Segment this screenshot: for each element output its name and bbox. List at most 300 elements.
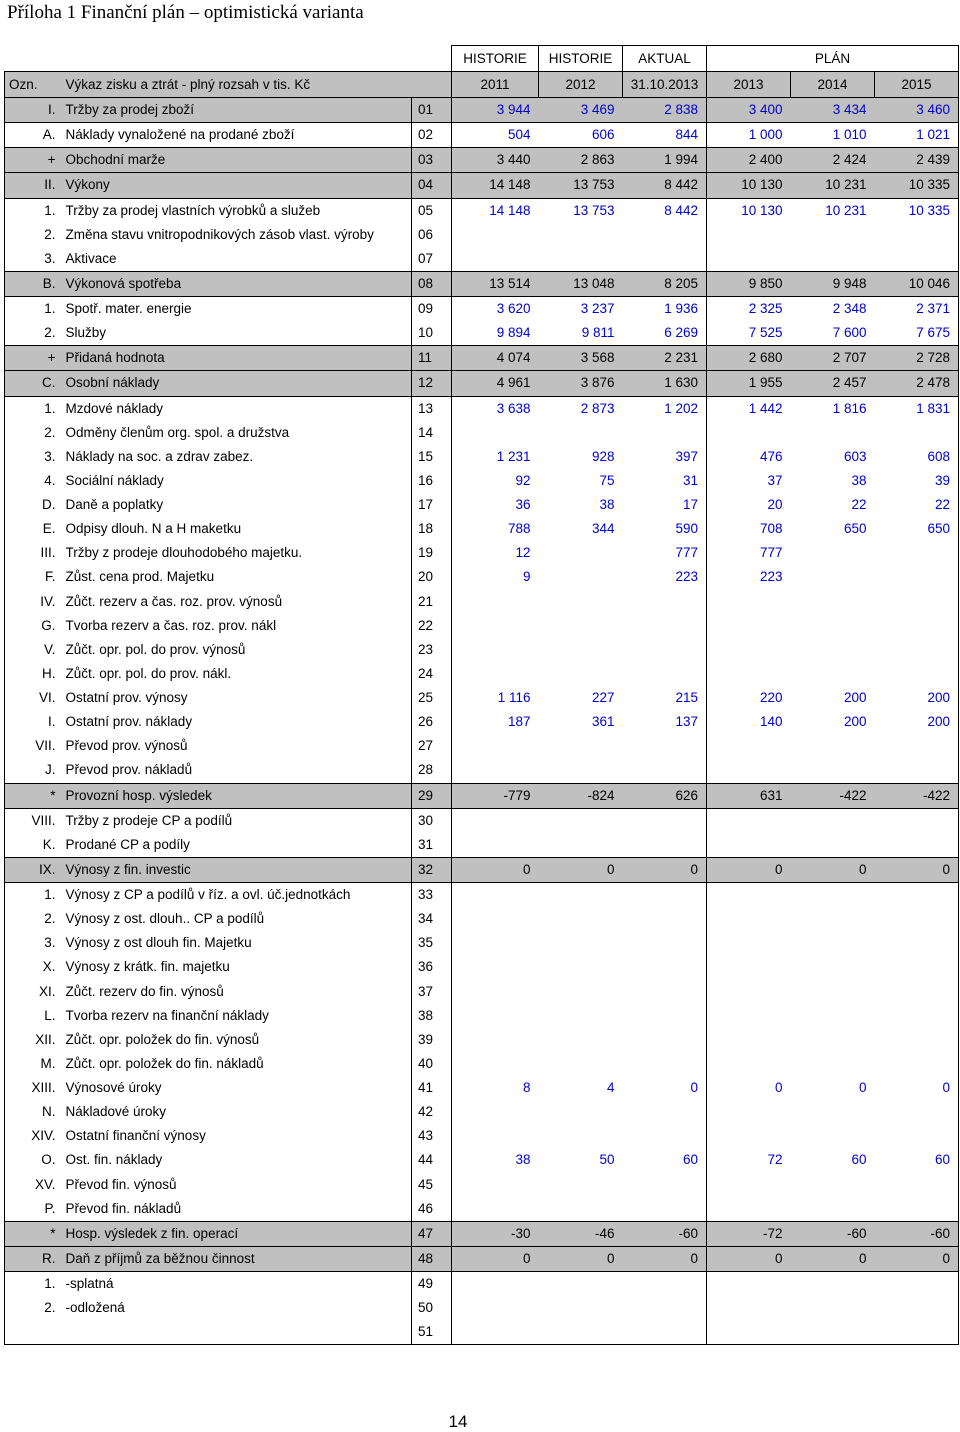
value-cell: 650 — [843, 521, 867, 537]
table-row — [5, 565, 959, 589]
row-number: 13 — [412, 396, 452, 421]
value-cell — [875, 1320, 959, 1345]
value-cell — [791, 565, 875, 589]
value-cell — [875, 1028, 959, 1052]
table-row — [5, 980, 959, 1004]
value-cell — [539, 1052, 623, 1076]
value-cell — [707, 833, 791, 858]
value-cell — [791, 1028, 875, 1052]
value-cell: 39 — [875, 469, 959, 493]
value-cell — [791, 541, 875, 565]
row-number: 42 — [412, 1100, 452, 1124]
row-number: 24 — [412, 662, 452, 686]
row-designation: VII. — [5, 734, 62, 758]
row-number: 06 — [412, 223, 452, 247]
group-label-historie-2012: HISTORIE — [539, 46, 623, 72]
value-cell — [623, 614, 707, 638]
value-cell: 1 630 — [623, 371, 707, 396]
row-label: Daně a poplatky — [65, 497, 164, 513]
value-cell — [707, 1124, 791, 1148]
row-label: Odměny členům org. spol. a družstva — [65, 424, 290, 440]
value-cell: 2 457 — [791, 371, 875, 396]
value-cell — [539, 638, 623, 662]
value-cell — [539, 1004, 623, 1028]
value-cell: -824 — [539, 783, 623, 808]
table-row — [5, 98, 959, 123]
table-row — [5, 123, 959, 148]
row-label: Výnosy z ost dlouh fin. Majetku — [65, 935, 252, 951]
value-cell — [539, 565, 623, 589]
table-row — [5, 198, 959, 223]
value-cell: 2 863 — [539, 148, 623, 173]
value-cell — [707, 1320, 791, 1345]
value-cell — [539, 1173, 623, 1197]
row-number: 04 — [412, 173, 452, 198]
value-cell — [452, 1124, 539, 1148]
page-title: Příloha 1 Finanční plán – optimistická varianta — [7, 2, 364, 23]
value-cell: 1 231 — [496, 448, 531, 464]
value-cell — [791, 1052, 875, 1076]
value-cell — [875, 1296, 959, 1320]
row-label: Aktivace — [65, 250, 117, 266]
value-cell — [707, 734, 791, 758]
row-designation: 3. — [5, 931, 62, 955]
table-row — [5, 662, 959, 686]
value-cell — [707, 223, 791, 247]
row-number: 17 — [412, 493, 452, 517]
value-cell — [452, 1320, 539, 1345]
value-cell: 1 994 — [623, 148, 707, 173]
row-number: 01 — [412, 98, 452, 123]
value-cell — [539, 758, 623, 783]
year-actual-2013: 31.10.2013 — [623, 72, 707, 98]
value-cell: 0 — [875, 1246, 959, 1271]
value-cell — [707, 955, 791, 979]
table-row — [5, 1004, 959, 1028]
value-cell: 3 400 — [707, 98, 791, 123]
row-label: Převod fin. výnosů — [65, 1176, 177, 1192]
table-row — [5, 1272, 959, 1297]
value-cell: 227 — [591, 690, 615, 706]
row-number: 19 — [412, 541, 452, 565]
value-cell — [791, 638, 875, 662]
value-cell — [452, 1028, 539, 1052]
row-number: 20 — [412, 565, 452, 589]
value-cell: 0 — [539, 1246, 623, 1271]
value-cell: 200 — [843, 714, 867, 730]
value-cell: 1 202 — [623, 396, 707, 421]
row-label: Výkony — [62, 173, 412, 198]
value-cell: 2 371 — [875, 297, 959, 322]
row-designation: 1. — [5, 297, 62, 322]
value-cell — [707, 590, 791, 614]
row-designation: + — [5, 346, 62, 371]
row-designation: VIII. — [5, 808, 62, 833]
value-cell — [623, 734, 707, 758]
value-cell — [539, 1124, 623, 1148]
value-cell — [539, 590, 623, 614]
table-row — [5, 223, 959, 247]
value-cell — [452, 931, 539, 955]
row-designation: III. — [5, 541, 62, 565]
row-label: Převod prov. výnosů — [65, 738, 188, 754]
row-number: 23 — [412, 638, 452, 662]
value-cell: 6 269 — [623, 321, 707, 346]
value-cell: 777 — [623, 541, 707, 565]
row-label: Nákladové úroky — [65, 1104, 167, 1120]
row-label: Převod fin. nákladů — [65, 1200, 182, 1216]
row-designation: N. — [5, 1100, 62, 1124]
value-cell: 7 525 — [748, 325, 783, 341]
value-cell: 2 439 — [875, 148, 959, 173]
row-label: Zůčt. opr. položek do fin. výnosů — [65, 1031, 260, 1047]
row-label: Výnosy z krátk. fin. majetku — [65, 959, 230, 975]
row-label: Přidaná hodnota — [62, 346, 412, 371]
table-row — [5, 1197, 959, 1222]
value-cell: -422 — [875, 783, 959, 808]
value-cell: 2 728 — [875, 346, 959, 371]
value-cell — [452, 1197, 539, 1222]
year-2012: 2012 — [539, 72, 623, 98]
row-number: 48 — [412, 1246, 452, 1271]
year-plan-2015: 2015 — [875, 72, 959, 98]
row-label: Odpisy dlouh. N a H maketku — [65, 521, 242, 537]
row-number: 35 — [412, 931, 452, 955]
value-cell: 608 — [875, 445, 959, 469]
value-cell — [791, 223, 875, 247]
table-row — [5, 686, 959, 710]
row-designation: R. — [5, 1246, 62, 1271]
value-cell — [539, 662, 623, 686]
row-label: Tržby za prodej vlastních výrobků a služeb — [62, 198, 412, 223]
row-designation: L. — [5, 1004, 62, 1028]
row-designation: P. — [5, 1197, 62, 1222]
value-cell: 38 — [515, 1152, 531, 1168]
table-row — [5, 833, 959, 858]
year-header-row — [5, 72, 959, 98]
row-number: 03 — [412, 148, 452, 173]
row-number: 26 — [412, 710, 452, 734]
group-label-aktual: AKTUAL — [623, 46, 707, 72]
row-number: 33 — [412, 883, 452, 908]
value-cell: 3 944 — [452, 98, 539, 123]
value-cell: 3 638 — [452, 396, 539, 421]
value-cell — [875, 541, 959, 565]
value-cell — [707, 980, 791, 1004]
row-number: 05 — [412, 198, 452, 223]
row-designation: 1. — [5, 1272, 62, 1297]
value-cell — [875, 883, 959, 908]
table-row — [5, 1076, 959, 1100]
value-cell: 60 — [851, 1152, 867, 1168]
value-cell: 603 — [843, 448, 867, 464]
group-label-historie-2011: HISTORIE — [452, 46, 539, 72]
table-row — [5, 710, 959, 734]
value-cell — [623, 931, 707, 955]
value-cell — [623, 1028, 707, 1052]
row-designation: F. — [5, 565, 62, 589]
value-cell: 0 — [539, 857, 623, 882]
value-cell — [875, 1197, 959, 1222]
row-number: 08 — [412, 271, 452, 296]
value-cell — [452, 734, 539, 758]
row-designation: + — [5, 148, 62, 173]
value-cell — [623, 1052, 707, 1076]
row-number: 11 — [412, 346, 452, 371]
row-designation: I. — [5, 710, 62, 734]
table-row — [5, 1052, 959, 1076]
value-cell: 2 838 — [623, 98, 707, 123]
value-cell: 9 811 — [581, 325, 615, 341]
row-designation: B. — [5, 271, 62, 296]
table-row — [5, 148, 959, 173]
value-cell — [452, 590, 539, 614]
table-row — [5, 590, 959, 614]
table-row — [5, 445, 959, 469]
table-row — [5, 783, 959, 808]
row-designation: 2. — [5, 321, 62, 346]
row-label: Zůčt. rezerv do fin. výnosů — [65, 983, 224, 999]
value-cell: 10 046 — [875, 271, 959, 296]
table-row — [5, 247, 959, 272]
value-cell — [707, 1173, 791, 1197]
row-label: Výnosy z fin. investic — [62, 857, 412, 882]
value-cell — [539, 1100, 623, 1124]
value-cell: 0 — [623, 1246, 707, 1271]
value-cell: 3 876 — [539, 371, 623, 396]
statement-header: Výkaz zisku a ztrát - plný rozsah v tis. Kč — [62, 72, 452, 98]
value-cell: 137 — [623, 710, 707, 734]
value-cell — [707, 638, 791, 662]
value-cell — [539, 907, 623, 931]
value-cell — [623, 1100, 707, 1124]
value-cell — [452, 1052, 539, 1076]
value-cell — [539, 1197, 623, 1222]
row-designation: D. — [5, 493, 62, 517]
value-cell — [707, 907, 791, 931]
value-cell — [623, 421, 707, 445]
value-cell: 0 — [791, 857, 875, 882]
value-cell — [875, 808, 959, 833]
row-label: Osobní náklady — [62, 371, 412, 396]
row-number: 21 — [412, 590, 452, 614]
row-designation: 1. — [5, 396, 62, 421]
row-label: Daň z příjmů za běžnou činnost — [62, 1246, 412, 1271]
value-cell: 75 — [599, 472, 615, 488]
value-cell: 12 — [515, 545, 531, 561]
row-designation: A. — [5, 123, 62, 148]
row-number: 47 — [412, 1221, 452, 1246]
table-row — [5, 297, 959, 322]
row-designation: 1. — [5, 198, 62, 223]
value-cell — [452, 758, 539, 783]
value-cell — [452, 907, 539, 931]
value-cell — [539, 541, 623, 565]
value-cell — [539, 1320, 623, 1345]
value-cell — [875, 1100, 959, 1124]
value-cell — [539, 734, 623, 758]
value-cell: 1 955 — [707, 371, 791, 396]
value-cell — [875, 638, 959, 662]
row-designation: O. — [5, 1148, 62, 1172]
value-cell: 50 — [599, 1152, 615, 1168]
row-label: Výnosy z ost. dlouh.. CP a podílů — [65, 911, 265, 927]
year-plan-2014: 2014 — [791, 72, 875, 98]
table-row — [5, 1100, 959, 1124]
value-cell: 10 335 — [875, 173, 959, 198]
row-designation: * — [5, 1221, 62, 1246]
row-number: 16 — [412, 469, 452, 493]
value-cell — [539, 1028, 623, 1052]
table-row — [5, 421, 959, 445]
value-cell — [623, 1197, 707, 1222]
value-cell — [452, 614, 539, 638]
row-number: 30 — [412, 808, 452, 833]
value-cell: 13 753 — [539, 173, 623, 198]
value-cell — [623, 808, 707, 833]
table-row — [5, 271, 959, 296]
row-label: Sociální náklady — [65, 472, 164, 488]
value-cell — [539, 808, 623, 833]
value-cell — [875, 1124, 959, 1148]
value-cell: 7 675 — [875, 321, 959, 346]
value-cell: 72 — [767, 1152, 783, 1168]
value-cell — [623, 955, 707, 979]
value-cell — [452, 662, 539, 686]
value-cell: 7 600 — [832, 325, 867, 341]
row-number: 46 — [412, 1197, 452, 1222]
value-cell — [707, 808, 791, 833]
row-designation: X. — [5, 955, 62, 979]
row-designation — [5, 1320, 62, 1345]
value-cell — [875, 955, 959, 979]
row-designation: * — [5, 783, 62, 808]
value-cell — [875, 1272, 959, 1297]
value-cell: 1 010 — [791, 123, 875, 148]
value-cell — [623, 1173, 707, 1197]
row-number: 37 — [412, 980, 452, 1004]
value-cell — [791, 955, 875, 979]
value-cell: 17 — [623, 493, 707, 517]
value-cell: 20 — [767, 497, 783, 513]
value-cell: 8 442 — [623, 173, 707, 198]
value-cell — [623, 590, 707, 614]
value-cell — [791, 808, 875, 833]
value-cell — [791, 1173, 875, 1197]
value-cell — [707, 1052, 791, 1076]
value-cell — [791, 1320, 875, 1345]
row-label: Ost. fin. náklady — [65, 1152, 163, 1168]
value-cell — [707, 758, 791, 783]
value-cell — [875, 590, 959, 614]
value-cell: -60 — [791, 1221, 875, 1246]
value-cell — [623, 758, 707, 783]
value-cell — [623, 662, 707, 686]
row-number: 22 — [412, 614, 452, 638]
row-number: 32 — [412, 857, 452, 882]
row-label: Obchodní marže — [62, 148, 412, 173]
row-number: 51 — [412, 1320, 452, 1345]
row-label: Ostatní finanční výnosy — [65, 1128, 206, 1144]
value-cell: 13 753 — [539, 198, 623, 223]
row-label: Výnosové úroky — [65, 1080, 162, 1096]
value-cell: 220 — [759, 690, 783, 706]
table-row — [5, 758, 959, 783]
row-designation: XV. — [5, 1173, 62, 1197]
row-label: Tržby z prodeje CP a podílů — [62, 808, 412, 833]
value-cell: 476 — [759, 448, 783, 464]
value-cell: 2 707 — [791, 346, 875, 371]
page-number: 14 — [448, 1412, 468, 1431]
value-cell: 3 460 — [875, 98, 959, 123]
value-cell: 1 116 — [497, 690, 531, 706]
row-number: 49 — [412, 1272, 452, 1297]
value-cell — [623, 1296, 707, 1320]
value-cell: -60 — [623, 1221, 707, 1246]
row-designation: C. — [5, 371, 62, 396]
value-cell: 200 — [875, 686, 959, 710]
value-cell: 0 — [774, 1080, 783, 1096]
row-number: 44 — [412, 1148, 452, 1172]
row-designation: 4. — [5, 469, 62, 493]
row-designation: V. — [5, 638, 62, 662]
value-cell — [539, 833, 623, 858]
value-cell — [707, 1272, 791, 1297]
value-cell — [875, 223, 959, 247]
table-row — [5, 396, 959, 421]
row-label: Ostatní prov. výnosy — [65, 690, 188, 706]
row-designation: VI. — [5, 686, 62, 710]
row-number: 07 — [412, 247, 452, 272]
value-cell — [791, 247, 875, 272]
row-designation: XIII. — [5, 1076, 62, 1100]
value-cell — [875, 1052, 959, 1076]
row-number: 29 — [412, 783, 452, 808]
value-cell: 928 — [591, 448, 615, 464]
value-cell: 2 325 — [707, 297, 791, 322]
value-cell: 10 130 — [707, 173, 791, 198]
row-designation: E. — [5, 517, 62, 541]
row-designation: 2. — [5, 223, 62, 247]
value-cell — [707, 614, 791, 638]
value-cell — [623, 1320, 707, 1345]
row-label: Výkonová spotřeba — [62, 271, 412, 296]
row-label: Provozní hosp. výsledek — [62, 783, 412, 808]
value-cell: 13 048 — [539, 271, 623, 296]
value-cell: 0 — [452, 1246, 539, 1271]
group-label-row — [5, 46, 959, 72]
value-cell: 1 442 — [707, 396, 791, 421]
value-cell: 0 — [875, 1076, 959, 1100]
value-cell — [452, 1296, 539, 1320]
row-number: 18 — [412, 517, 452, 541]
value-cell — [539, 1296, 623, 1320]
value-cell — [623, 833, 707, 858]
row-number: 12 — [412, 371, 452, 396]
row-number: 45 — [412, 1173, 452, 1197]
value-cell: -46 — [539, 1221, 623, 1246]
value-cell — [623, 883, 707, 908]
value-cell — [791, 1100, 875, 1124]
value-cell: 606 — [539, 123, 623, 148]
row-number: 34 — [412, 907, 452, 931]
value-cell: 187 — [507, 714, 531, 730]
table-row — [5, 1221, 959, 1246]
value-cell — [875, 931, 959, 955]
value-cell — [791, 931, 875, 955]
row-number: 09 — [412, 297, 452, 322]
value-cell: 10 130 — [707, 198, 791, 223]
